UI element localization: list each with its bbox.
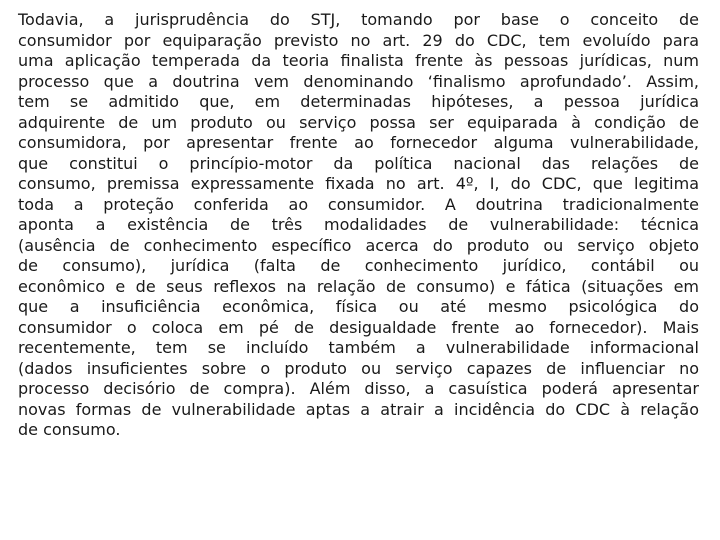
paragraph-line: (ausência de conhecimento específico acerca do produto ou serviço objeto: [18, 235, 699, 255]
paragraph-line: que constitui o princípio-motor da política nacional das relações de: [18, 153, 699, 173]
paragraph-line: de consumo), jurídica (falta de conhecimento jurídico, contábil ou: [18, 256, 699, 275]
paragraph-line: consumo, premissa expressamente fixada no art. 4º, I, do CDC, que legitima: [18, 174, 699, 193]
paragraph-line: processo decisório de compra). Além disso, a casuística poderá apresentar: [18, 379, 699, 398]
paragraph-line: tem se admitido que, em determinadas hipóteses, a pessoa jurídica: [18, 92, 699, 111]
paragraph-line: econômico e de seus reflexos na relação de consumo) e fática (situações em: [18, 276, 699, 296]
paragraph-line: processo que a doutrina vem denominando ‘finalismo aprofundado’. Assim,: [18, 71, 699, 91]
paragraph-line: (dados insuficientes sobre o produto ou serviço capazes de influenciar no: [18, 358, 699, 378]
paragraph-line: que a insuficiência econômica, física ou até mesmo psicológica do: [18, 297, 699, 316]
paragraph-line: toda a proteção conferida ao consumidor. A doutrina tradicionalmente: [18, 194, 699, 214]
paragraph-line: consumidor o coloca em pé de desigualdade frente ao fornecedor). Mais: [18, 317, 699, 337]
paragraph-line: novas formas de vulnerabilidade aptas a atrair a incidência do CDC à relação: [18, 399, 699, 419]
paragraph-line: consumidor por equiparação previsto no art. 29 do CDC, tem evoluído para: [18, 30, 699, 50]
paragraph-line: recentemente, tem se incluído também a vulnerabilidade informacional: [18, 338, 699, 357]
paragraph-line: consumidora, por apresentar frente ao fornecedor alguma vulnerabilidade,: [18, 133, 699, 152]
paragraph-line: aponta a existência de três modalidades de vulnerabilidade: técnica: [18, 215, 699, 234]
paragraph-line: de consumo.: [18, 420, 121, 439]
paragraph-line: uma aplicação temperada da teoria finalista frente às pessoas jurídicas, num: [18, 51, 699, 70]
paragraph-line: Todavia, a jurisprudência do STJ, tomando por base o conceito de: [18, 10, 699, 29]
body-paragraph: [18, 10, 699, 441]
paragraph-line: adquirente de um produto ou serviço possa ser equiparada à condição de: [18, 112, 699, 132]
